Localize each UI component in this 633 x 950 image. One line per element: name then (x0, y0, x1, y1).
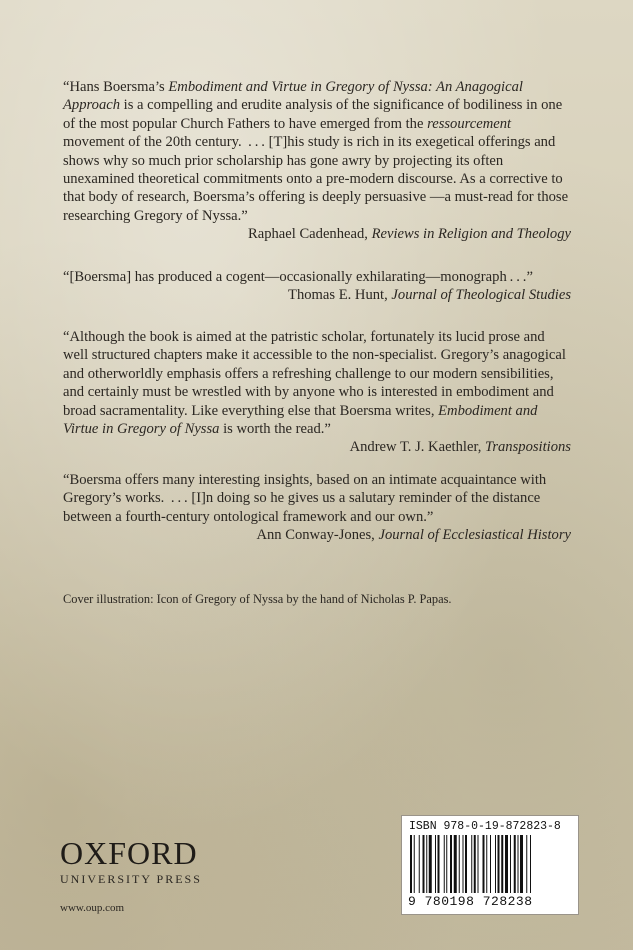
barcode-bar (501, 835, 503, 893)
isbn-label: ISBN 978-0-19-872823-8 (409, 820, 561, 833)
barcode-bar (450, 835, 452, 893)
barcode-bar (414, 835, 415, 893)
review-quote: “Boersma offers many interesting insights, based on an intimate acquaintance with Gregory’s works. . . . [I]n doing so he gives us a salutary reminder of the distance between a fourth-century ontological framework and our own.” (63, 472, 547, 525)
barcode-bar (410, 835, 412, 893)
barcode-bar (518, 835, 519, 893)
cover-credit: Cover illustration: Icon of Gregory of Nyssa by the hand of Nicholas P. Papas. (63, 592, 452, 606)
review-attribution: Andrew T. J. Kaethler, Transpositions (349, 439, 571, 456)
barcode-bar (429, 835, 432, 893)
barcode-bar (471, 835, 472, 893)
barcode-bar (478, 835, 479, 893)
review-attribution: Thomas E. Hunt, Journal of Theological Studies (288, 287, 571, 304)
barcode-bar (514, 835, 516, 893)
barcode-bar (495, 835, 496, 893)
barcode-bar (510, 835, 511, 893)
review-attribution: Ann Conway-Jones, Journal of Ecclesiastical History (256, 527, 571, 544)
barcode-bar (435, 835, 436, 893)
barcode-bar (438, 835, 440, 893)
barcode-bar (526, 835, 527, 893)
publisher-press: UNIVERSITY PRESS (60, 872, 202, 886)
barcode-bars-icon (410, 835, 570, 893)
review-boersma-cadenhead (63, 78, 571, 244)
barcode-bar (454, 835, 457, 893)
barcode-bar (483, 835, 485, 893)
barcode-bar (520, 835, 523, 893)
isbn-barcode (401, 815, 579, 915)
barcode-bar (446, 835, 447, 893)
barcode-bar (486, 835, 487, 893)
review-attribution: Raphael Cadenhead, Reviews in Religion and Theology (247, 226, 571, 243)
review-quote: “Although the book is aimed at the patristic scholar, fortunately its lucid prose and well structured chapters make it accessible to the non-specialist. Gregory’s anagogical and otherworldly emphasis offers a refreshing challenge to our modern sensibilities, and certainly must be wrestled with by anyone who is interested in embodiment and broad sacramentality. Like everything else that Boersma writes, Embodiment and Virtue in Gregory of Nyssa is worth the read.” (63, 329, 566, 438)
barcode-digits: 9 780198 728238 (408, 894, 533, 909)
barcode-bar (498, 835, 500, 893)
review-quote: “Hans Boersma’s Embodiment and Virtue in Gregory of Nyssa: An Anagogical Approach is a compelling and erudite analysis of the significance of bodiliness in one of the most popular Church Fathers to have emerged from the ressourcement movement of the 20th century. . . . [T]his study is rich in its exegetical offerings and shows why so much prior scholarship has gone awry by projecting its often unexamined theoretical commitments onto a pre-modern discourse. As a corrective to that body of research, Boersma’s offering is deeply persuasive —a must-read for those researching Gregory of Nyssa.” (63, 79, 569, 224)
publisher-logo (60, 837, 202, 887)
barcode-bar (426, 835, 427, 893)
barcode-bar (444, 835, 445, 893)
barcode-bar (423, 835, 425, 893)
barcode-bar (463, 835, 464, 893)
barcode-bar (505, 835, 508, 893)
review-kaethler (63, 328, 571, 457)
publisher-url: www.oup.com (60, 902, 125, 914)
barcode-bar (459, 835, 460, 893)
review-conway-jones (63, 471, 571, 545)
publisher-brand: OXFORD (60, 835, 198, 871)
barcode-bar (465, 835, 467, 893)
barcode-bar (419, 835, 420, 893)
barcode-bar (474, 835, 476, 893)
barcode-bar (490, 835, 491, 893)
review-quote: “[Boersma] has produced a cogent—occasionally exhilarating—monograph . . .” (63, 269, 533, 285)
review-hunt (63, 268, 571, 305)
barcode-bar (530, 835, 531, 893)
